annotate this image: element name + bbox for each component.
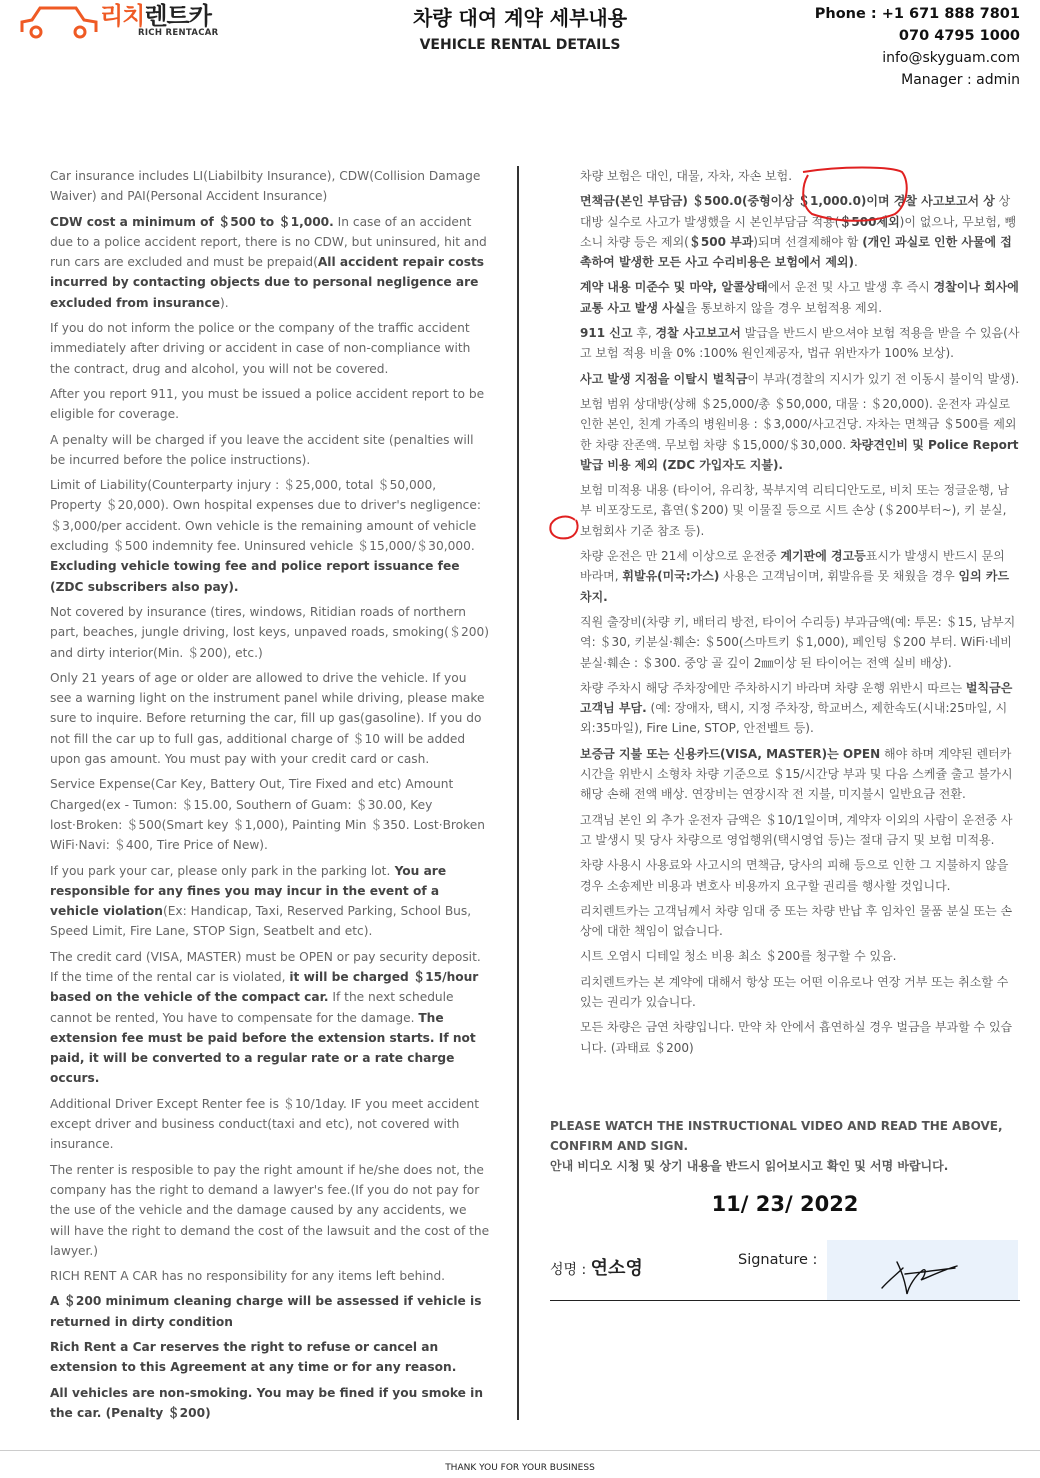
confirm-korean: 안내 비디오 시청 및 상기 내용을 반드시 읽어보시고 확인 및 서명 바랍니다. <box>550 1159 949 1173</box>
title-english: VEHICLE RENTAL DETAILS <box>419 37 621 53</box>
red-mark-annotation <box>550 517 577 539</box>
term-not-covered: Not covered by insurance (tires, windows, Ritidian roads of northern part, beaches, jungle driving, lost keys, unpaved roads, smoking(＄200) and dirty interior(Min. ＄200), etc.) <box>50 604 490 660</box>
name-field: 성명 : 연소영 <box>550 1258 643 1279</box>
ko-term-service-expense: 직원 출장비(차량 키, 배터리 방전, 타이어 수리등) 부과금액(예: 투몬: ＄15, 남부지역: ＄30, 키분실·훼손: ＄500(스마트키 ＄1,000), 페인팅 ＄200 부터. WiFi·네비 분실·훼손 : ＄300. 중앙 골 깊이 2㎜이상 된 타이어는 전액 실비 배상). <box>580 614 1016 670</box>
contact-info <box>815 3 1020 91</box>
company-logo <box>18 2 228 40</box>
ko-term-parking: 차량 주차시 해당 주차장에만 주차하시기 바라며 차량 운행 위반시 따르는 벌칙금은 고객님 부담. (예: 장애자, 택시, 지정 주차장, 학교버스, 제한속도(시내:25마일, 시외:35마일), Fire Line, STOP, 안전벨트 등). <box>580 680 1013 736</box>
signed-date: 11/ 23/ 2022 <box>711 1192 859 1216</box>
ko-term-report: 계약 내용 미준수 및 마약, 알콜상태에서 운전 및 사고 발생 후 즉시 경찰이나 회사에 교통 사고 발생 사실을 통보하지 않을 경우 보험적용 제외. <box>580 280 1019 315</box>
ko-term-credit-card: 보증금 지불 또는 신용카드(VISA, MASTER)는 OPEN 해야 하며 계약된 렌터카 시간을 위반시 소형차 차량 기준으로 ＄15/시간당 부과 및 다음 스케쥴 출고 불가시 해당 손해 전액 배상. 연장비는 연장시작 전 지불, 미지불시 일반요금 전환. <box>580 746 1013 802</box>
term-cleaning: A ＄200 minimum cleaning charge will be assessed if vehicle is returned in dirty condition <box>50 1294 482 1329</box>
confirm-instructions <box>550 1116 1020 1176</box>
column-divider <box>517 166 519 1420</box>
confirm-english: PLEASE WATCH THE INSTRUCTIONAL VIDEO AND READ THE ABOVE, CONFIRM AND SIGN. <box>550 1119 1003 1153</box>
term-parking: If you park your car, please only park in the parking lot. You are responsible for any fines you may incur in the event of a vehicle violation(Ex: Handicap, Taxi, Reserved Parking, School Bus, Speed Limit, Fire Lane, STOP Sign, Seatbelt and etc). <box>50 863 472 939</box>
ko-term-insurance: 차량 보험은 대인, 대물, 자차, 자손 보험. <box>580 169 793 183</box>
phone-number-2: 070 4795 1000 <box>898 28 1020 44</box>
korean-terms-column <box>580 166 1020 1063</box>
ko-term-deductible: 면책금(본인 부담금) ＄500.0(중형이상 ＄1,000.0)이며 경찰 사고보고서 상 상대방 실수로 사고가 발생했을 시 본인부담금 적용(＄500제외)이 없으나, 무보험, 뺑소니 차량 등은 제외(＄500 부과)되며 선결제해야 함 (개인 과실로 인한 사물에 접촉하여 발생한 모든 사고 수리비용은 보험에서 제외). <box>580 194 1017 270</box>
term-lawyer-fee: The renter is resposible to pay the right amount if he/she does not, the company has the right to demand a lawyer's fee.(If you do not pay for the use of the vehicle and the damage caused by any accidents, we will have the right to demand the cost of the lawsuit and the cost of the lawyer.) <box>50 1162 490 1258</box>
term-age-gas: Only 21 years of age or older are allowed to drive the vehicle. If you see a warning light on the instrument panel while driving, please make sure to inquire. Before returning the car, fill up gas(gasoline). If you do not fill the car up to full gas, additional charge of ＄10 will be added upon gas amount. You must pay with your credit card or cash. <box>50 670 485 767</box>
handwritten-signature <box>827 1240 1018 1300</box>
ko-term-additional-driver: 고객님 본인 외 추가 운전자 금액은 ＄10/1일이며, 계약자 이외의 사람이 운전중 사고 발생시 및 당사 차량으로 영업행위(택시영업 등)는 절대 금지 및 보험 미적용. <box>580 812 1013 847</box>
logo-korean-text: 리치렌트카 <box>100 2 211 30</box>
footer-text: THANK YOU FOR YOUR BUSINESS <box>445 1463 595 1473</box>
signature-line <box>550 1300 1020 1301</box>
ko-term-not-covered: 보험 미적용 내용 (타이어, 유리창, 북부지역 리티디안도로, 비치 또는 정글운행, 남부 비포장도로, 흡연(＄200) 및 이물질 등으로 시트 손상 (＄200부터~), 키 분실, 보험회사 기준 참조 등). <box>580 483 1010 538</box>
ko-term-non-smoking: 모든 차량은 금연 차량입니다. 만약 차 안에서 흡연하실 경우 벌금을 부과할 수 있습니다. (과태료 ＄200) <box>580 1020 1013 1055</box>
footer-divider <box>0 1450 1040 1451</box>
signature-box[interactable] <box>827 1240 1018 1300</box>
ko-term-extension: 리치렌트카는 본 계약에 대해서 항상 또는 어떤 이유로나 연장 거부 또는 취소할 수 있는 권리가 있습니다. <box>580 974 1009 1009</box>
ko-term-lawyer-fee: 차량 사용시 사용료와 사고시의 면책금, 당사의 피해 등으로 인한 그 지불하지 않을 경우 소송제반 비용과 변호사 비용까지 요구할 권리를 행사할 것입니다. <box>580 858 1009 893</box>
document-title <box>270 0 770 53</box>
ko-term-age-gas: 차량 운전은 만 21세 이상으로 운전중 계기판에 경고등표시가 발생시 반드시 문의 바라며, 휘발유(미국:가스) 사용은 고객님이며, 휘발유를 못 채웠을 경우 임의 카드 차지. <box>580 549 1010 604</box>
ko-term-cleaning: 시트 오염시 디테일 청소 비용 최소 ＄200를 청구할 수 있음. <box>580 949 897 964</box>
term-credit-card: The credit card (VISA, MASTER) must be OPEN or pay security deposit. If the time of the rental car is violated, it will be charged ＄15/hour based on the vehicle of the compact car. If the next schedule cannot be rented, You have to compensate for the damage. The extension fee must be paid before the extension starts. If not paid, it will be converted to a regular rate or a rate charge occurs. <box>50 949 481 1086</box>
term-items-left: RICH RENT A CAR has no responsibility for any items left behind. <box>50 1269 446 1284</box>
car-logo-icon <box>18 2 100 40</box>
term-additional-driver: Additional Driver Except Renter fee is ＄10/1day. IF you meet accident except driver and business conduct(taxi and etc), not covered with insurance. <box>50 1096 480 1152</box>
term-penalty: A penalty will be charged if you leave the accident site (penalties will be incurred before the police instructions). <box>50 432 474 467</box>
term-service-expense: Service Expense(Car Key, Battery Out, Tire Fixed and etc) Amount Charged(ex - Tumon: ＄15.00, Southern of Guam: ＄30.00, Key lost·Broken: ＄500(Smart key ＄1,000), Painting Min ＄350. Lost·Broken WiFi·Navi: ＄400, Tire Price of New). <box>50 777 485 853</box>
term-extension: Rich Rent a Car reserves the right to refuse or cancel an extension to this Agreement at any time or for any reason. <box>50 1340 457 1375</box>
signer-name: 연소영 <box>590 1258 643 1279</box>
english-terms-column <box>50 166 490 1428</box>
term-non-smoking: All vehicles are non-smoking. You may be fined if you smoke in the car. (Penalty ＄200) <box>50 1385 484 1420</box>
term-report: If you do not inform the police or the company of the traffic accident immediately after driving or accident in case of non-compliance with the contract, drug and alcohol, you will not be covered. <box>50 321 471 376</box>
ko-term-liability: 보험 범위 상대방(상해 ＄25,000/총 ＄50,000, 대물 : ＄20,000). 운전자 과실로 인한 본인, 친계 가족의 병원비용 : ＄3,000/사고건당. 자차는 면책금 ＄500를 제외한 차량 잔존액. 무보험 차량 ＄15,000/＄30,000. 차량견인비 및 Police Report 발급 비용 제외 (ZDC 가입자도 지불). <box>580 396 1019 472</box>
term-911: After you report 911, you must be issued a police accident report to be eligible for coverage. <box>50 386 485 422</box>
logo-english-text: RICH RENTACAR <box>138 28 219 38</box>
signature-label: Signature : <box>738 1252 818 1268</box>
email: info@skyguam.com <box>882 50 1020 66</box>
title-korean: 차량 대여 계약 세부내용 <box>412 6 628 30</box>
phone-number: Phone : +1 671 888 7801 <box>814 6 1020 22</box>
ko-term-911: 911 신고 후, 경찰 사고보고서 발급을 반드시 받으셔야 보험 적용을 받을 수 있음(사고 보험 적용 비율 0% :100% 원인제공자, 법규 위반자가 100% 보상). <box>580 326 1020 361</box>
term-insurance: Car insurance includes LI(Liabilbity Insurance), CDW(Collision Damage Waiver) and PAI(Personal Accident Insurance) <box>50 169 481 204</box>
term-cdw: CDW cost a minimum of ＄500 to ＄1,000. In case of an accident due to a police accident report, there is no CDW, but uninsured, hit and run cars are excluded and must be prepaid(All accident repair costs incurred by contacting objects due to personal negligence are excluded from insurance). <box>50 214 487 310</box>
ko-term-items-left: 리치렌트카는 고객님께서 차량 임대 중 또는 차량 반납 후 임차인 물품 분실 또는 손상에 대한 책임이 없습니다. <box>580 903 1013 939</box>
term-liability: Limit of Liability(Counterparty injury : ＄25,000, total ＄50,000, Property ＄20,000). Own hospital expenses due to driver's negligence: ＄3,000/per accident. Own vehicle is the remaining amount of vehicle excluding ＄500 indemnity fee. Uninsured vehicle ＄15,000/＄30,000. Excluding vehicle towing fee and police report issuance fee (ZDC subscribers also pay). <box>50 478 481 594</box>
ko-term-penalty: 사고 발생 지점을 이탈시 벌칙금이 부과(경찰의 지시가 있기 전 이동시 불이익 발생). <box>580 371 1020 386</box>
manager: Manager : admin <box>901 72 1020 88</box>
